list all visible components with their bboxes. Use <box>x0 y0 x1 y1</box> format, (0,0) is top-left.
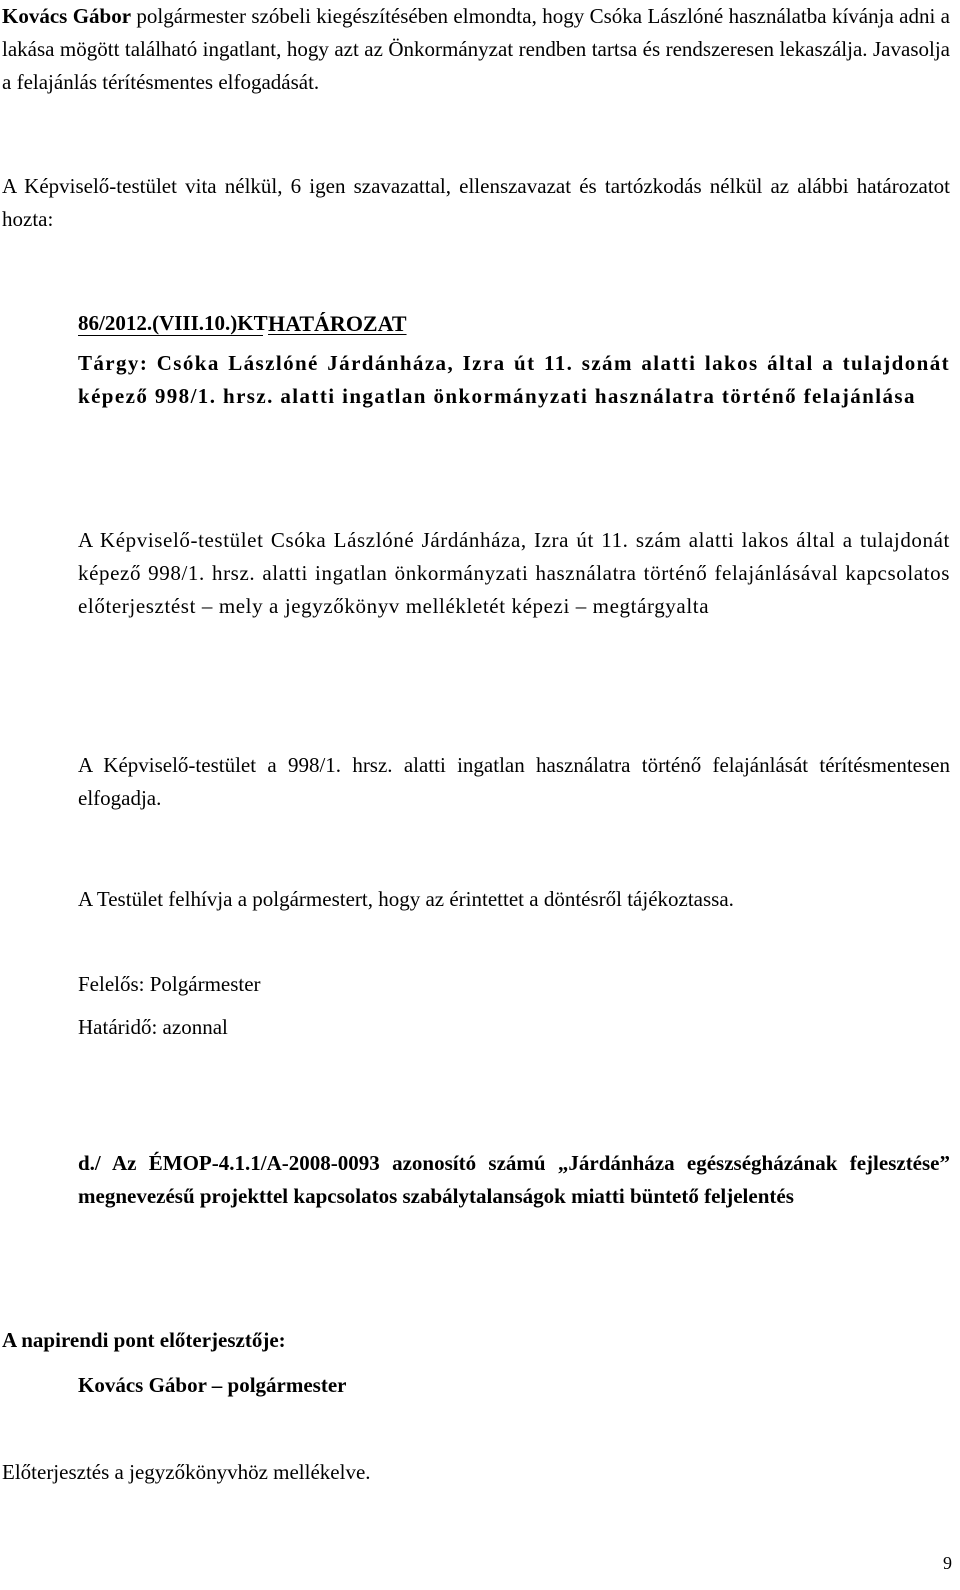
resolution-body-1: A Képviselő-testület Csóka Lászlóné Járdánháza, Izra út 11. szám alatti lakos által a tulajdonát képező 998/1. hrsz. alatti ingatlan önkormányzati használatra történő felajánlásával kapcsolatos előterjesztést – mely a jegyzőkönyv mellékletét képezi – megtárgyalta <box>78 528 950 618</box>
resolution-number-underline <box>78 335 263 336</box>
deadline-line: Határidő: azonnal <box>78 1015 228 1039</box>
resolution-body-2: A Képviselő-testület a 998/1. hrsz. alatti ingatlan használatra történő felajánlását térítésmentesen elfogadja. <box>78 753 950 810</box>
mayor-name: Kovács Gábor <box>2 4 132 28</box>
intro-text: polgármester szóbeli kiegészítésében elmondta, hogy Csóka Lászlóné használatba kívánja adni a lakása mögött található ingatlant, hogy azt az Önkormányzat rendben tartsa és rendszeresen lekaszálja. Javasolja a felajánlás térítésmentes elfogadását. <box>2 4 950 94</box>
agenda-item-d: d./ Az ÉMOP-4.1.1/A-2008-0093 azonosító számú „Járdánháza egészségházának fejlesztése” megnevezésű projekttel kapcsolatos szabálytalanságok miatti büntető feljelentés <box>78 1151 950 1208</box>
resolution-title: HATÁROZAT <box>268 311 407 336</box>
vote-paragraph: A Képviselő-testület vita nélkül, 6 igen szavazattal, ellenszavazat és tartózkodás nélkül az alábbi határozatot hozta: <box>2 174 950 231</box>
resolution-number: 86/2012.(VIII.10.)KT <box>78 311 268 335</box>
resolution-subject: Tárgy: Csóka Lászlóné Járdánháza, Izra út 11. szám alatti lakos által a tulajdonát képező 998/1. hrsz. alatti ingatlan önkormányzati használatra történő felajánlása <box>78 351 950 408</box>
resolution-body-3: A Testület felhívja a polgármestert, hogy az érintettet a döntésről tájékoztassa. <box>78 887 734 911</box>
page-number: 9 <box>943 1553 952 1573</box>
presenter-label: A napirendi pont előterjesztője: <box>2 1328 286 1352</box>
intro-paragraph <box>2 0 950 99</box>
responsible-line: Felelős: Polgármester <box>78 972 261 996</box>
presenter-name: Kovács Gábor – polgármester <box>78 1373 347 1397</box>
attachment-note: Előterjesztés a jegyzőkönyvhöz mellékelve. <box>2 1460 371 1484</box>
